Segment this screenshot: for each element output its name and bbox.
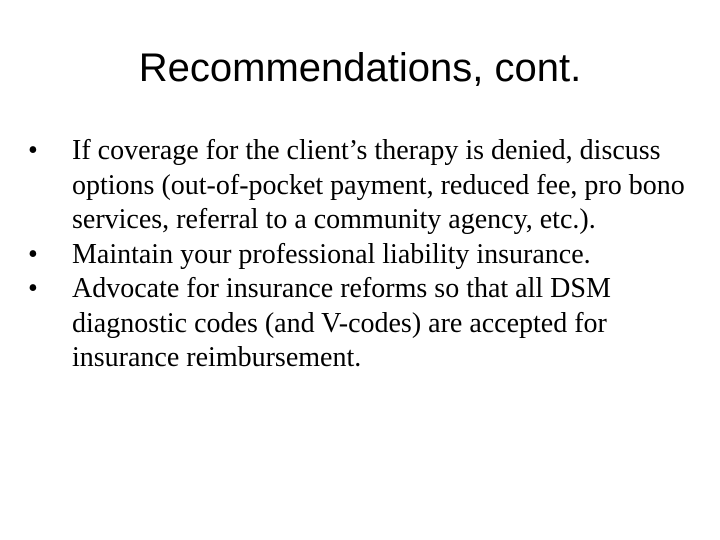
bullet-icon: • xyxy=(28,238,38,270)
bullet-icon: • xyxy=(28,135,38,166)
bullet-item-liability-insurance xyxy=(28,238,708,273)
bullet-text: Advocate for insurance reforms so that all DSM diagnostic codes (and V-codes) are accepted for insurance reimbursement. xyxy=(72,273,611,373)
slide-title: Recommendations, cont. xyxy=(138,46,582,90)
bullet-item-coverage-denied xyxy=(28,134,708,238)
bullet-item-insurance-reforms xyxy=(28,272,708,376)
bullet-list xyxy=(28,134,708,376)
bullet-icon: • xyxy=(28,273,38,304)
bullet-text: If coverage for the client’s therapy is denied, discuss options (out-of-pocket payment, reduced fee, pro bono services, referral to a community agency, etc.). xyxy=(72,135,685,235)
bullet-text: Maintain your professional liability insurance. xyxy=(72,238,591,270)
